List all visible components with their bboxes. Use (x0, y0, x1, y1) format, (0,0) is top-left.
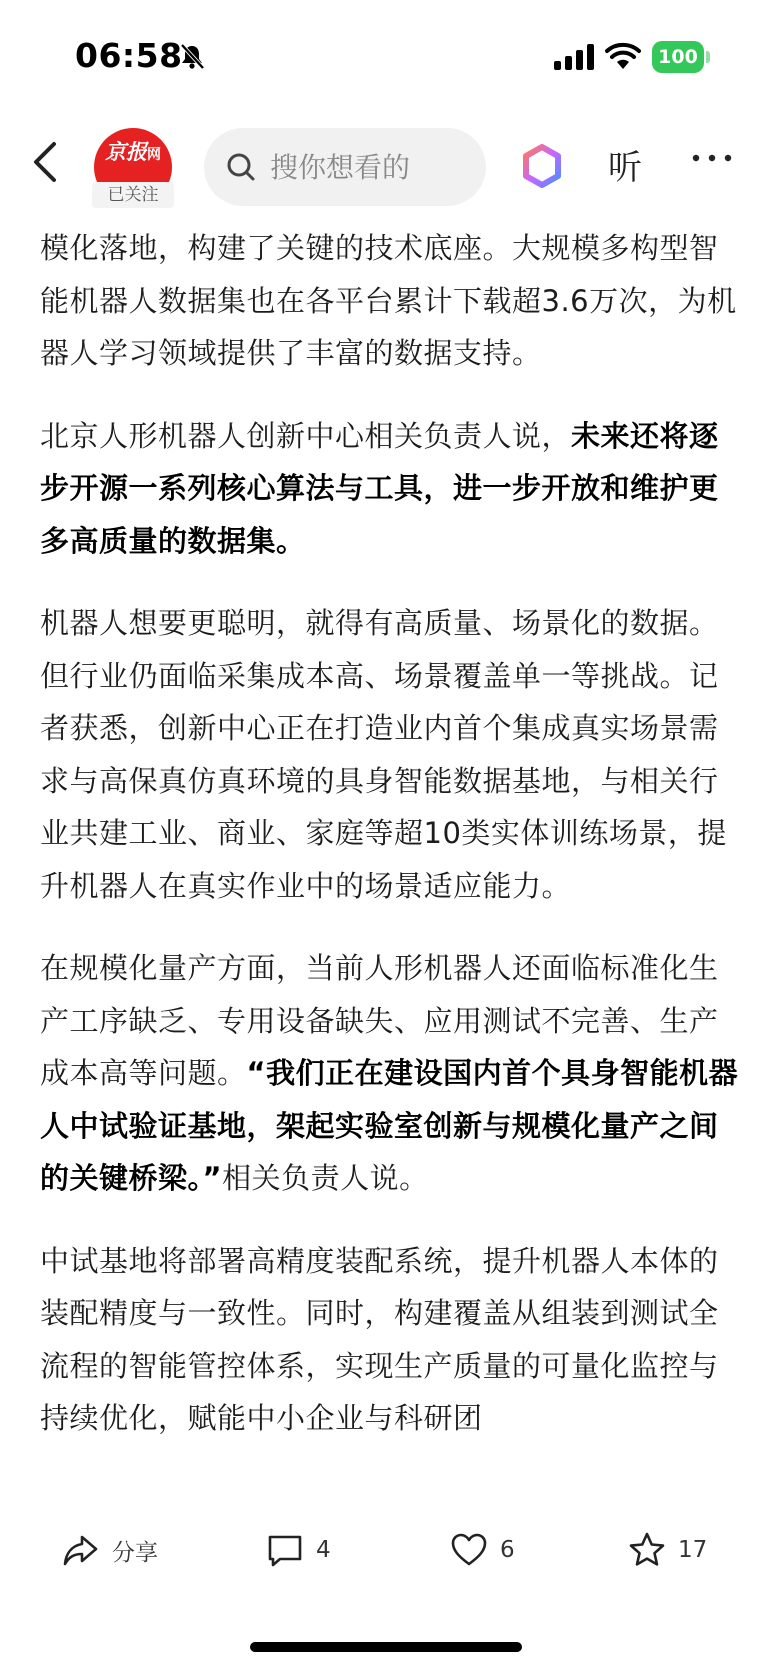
like-count: 6 (500, 1537, 515, 1563)
battery-icon (652, 41, 710, 73)
nav-bar (0, 118, 769, 218)
search-bar[interactable] (204, 128, 486, 206)
bell-muted-icon (178, 42, 206, 70)
article-paragraph: 中试基地将部署高精度装配系统，提升机器人本体的装配精度与一致性。同时，构建覆盖从组装到测试全流程的智能管控体系，实现生产质量的可量化监控与持续优化，赋能中小企业与科研团 (40, 1243, 719, 1435)
logo-text (94, 136, 172, 166)
battery-level: 100 (652, 41, 704, 73)
comment-count: 4 (316, 1537, 331, 1563)
article-paragraph: 机器人想要更聪明，就得有高质量、场景化的数据。但行业仍面临采集成本高、场景覆盖单一等挑战。记者获悉，创新中心正在打造业内首个集成真实场景需求与高保真仿真环境的具身智能数据基地，与相关行业共建工业、商业、家庭等超10类实体训练场景，提升机器人在真实作业中的场景适应能力。 (40, 606, 727, 903)
favorite-count: 17 (678, 1537, 708, 1563)
comment-button[interactable] (266, 1520, 331, 1580)
article-paragraph (40, 410, 740, 568)
star-icon (628, 1531, 666, 1569)
search-icon (226, 152, 256, 182)
signal-icon (554, 44, 596, 70)
share-icon (62, 1531, 100, 1569)
like-button[interactable] (450, 1520, 515, 1580)
share-label: 分享 (112, 1539, 158, 1566)
article-paragraph (40, 942, 740, 1205)
listen-button[interactable]: 听 (608, 148, 642, 188)
search-input[interactable] (270, 147, 470, 187)
comment-icon (266, 1531, 304, 1569)
paragraph-text: 北京人形机器人创新中心相关负责人说， (40, 418, 572, 453)
status-time: 06:58 (75, 36, 183, 75)
bottom-action-bar (0, 1520, 769, 1600)
paragraph-bold-text: 未来还将逐步开源一系列核心算法与工具，进一步开放和维护更多高质量的数据集。 (40, 418, 719, 558)
ai-assistant-icon[interactable] (520, 144, 564, 188)
logo-suffix: 网 (147, 147, 161, 163)
paragraph-text: 相关负责人说。 (222, 1161, 429, 1195)
paragraph-text: 在规模化量产方面，当前人形机器人还面临标准化生产工序缺乏、专用设备缺失、应用测试不完善、生产成本高等问题。 (40, 951, 719, 1090)
share-button[interactable] (62, 1520, 158, 1580)
article-paragraph: 模化落地，构建了关键的技术底座。大规模多构型智能机器人数据集也在各平台累计下载超3.6万次，为机器人学习领域提供了丰富的数据支持。 (40, 231, 737, 370)
favorite-button[interactable] (628, 1520, 707, 1580)
status-bar (0, 0, 769, 110)
paragraph-bold-text: “我们正在建设国内首个具身智能机器人中试验证基地，架起实验室创新与规模化量产之间的关键桥梁。” (40, 1056, 739, 1195)
more-icon[interactable] (690, 148, 734, 168)
article-body (40, 222, 740, 1510)
home-indicator[interactable] (250, 1642, 522, 1652)
publisher-avatar[interactable] (92, 128, 174, 208)
chevron-left-icon[interactable] (28, 138, 62, 186)
battery-tip (706, 51, 710, 63)
followed-badge[interactable]: 已关注 (92, 182, 174, 208)
wifi-icon (605, 42, 641, 70)
logo-main: 京报 (105, 139, 147, 164)
heart-icon (450, 1531, 488, 1569)
